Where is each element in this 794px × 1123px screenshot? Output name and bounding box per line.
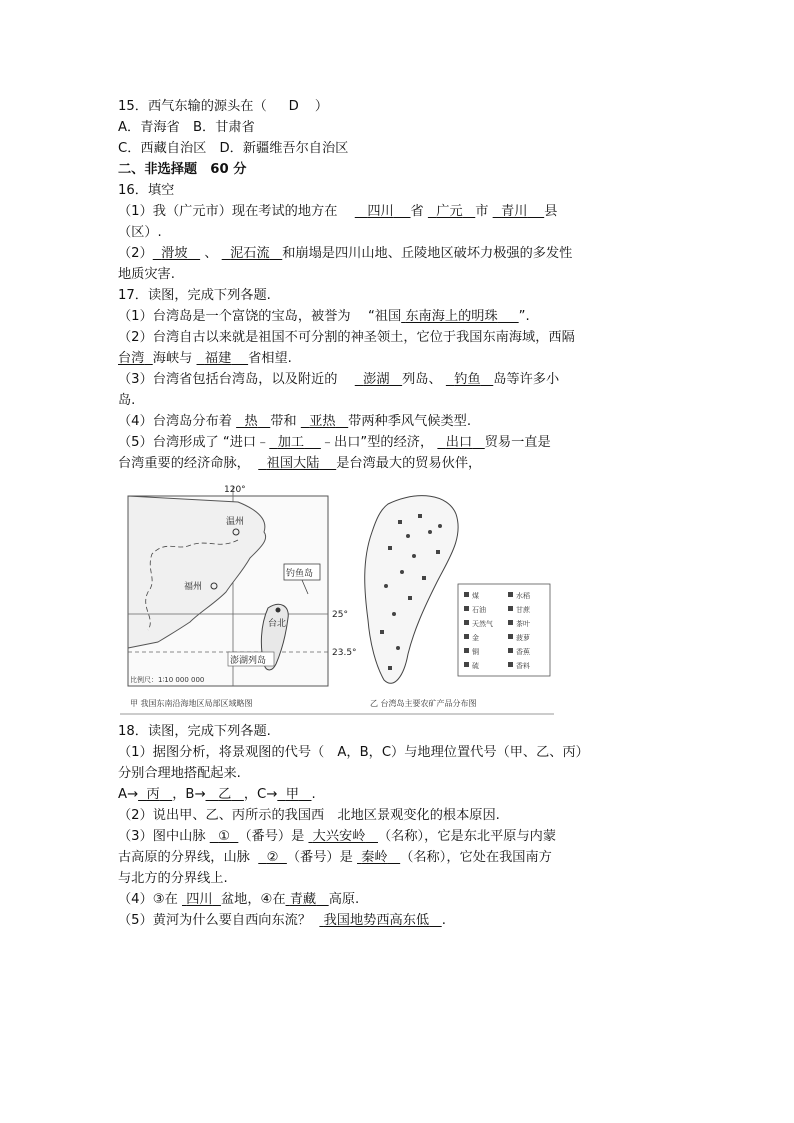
legend-label: 天然气 — [472, 620, 493, 628]
q18-line-5: （3）图中山脉 ① （番号）是 大兴安岭 （名称），它是东北平原与内蒙 — [118, 829, 557, 844]
left-caption: 甲 我国东南沿海地区局部区域略图 — [130, 699, 253, 708]
q18-line-1: （1）据图分析，将景观图的代号（ A，B，C）与地理位置代号（甲、乙、丙） — [118, 745, 589, 760]
right-caption: 乙 台湾岛主要农矿产品分布图 — [370, 699, 477, 708]
legend-symbol — [464, 648, 469, 653]
blank: ② — [266, 850, 279, 865]
legend-label: 香料 — [516, 662, 530, 670]
island2-label: 澎湖列岛 — [230, 656, 267, 666]
city-taipei-marker — [276, 608, 281, 613]
blank: 出口 — [445, 435, 473, 450]
q17-line-4: （4）台湾岛分布着 热 带和 亚热 带两种季风气候类型. — [118, 414, 472, 429]
q17-line-2: （2）台湾自古以来就是祖国不可分割的神圣领土，它位于我国东南海域，西隔 — [118, 330, 575, 345]
legend-symbol — [508, 634, 513, 639]
legend-label: 茶叶 — [516, 620, 530, 628]
legend-symbol — [508, 662, 513, 667]
city2-label: 福州 — [184, 582, 203, 592]
q18-line-8: （4）③在 四川 盆地，④在 青藏 高原. — [118, 892, 360, 907]
blank: 泥石流 — [230, 246, 270, 261]
blank: 四川 — [186, 892, 213, 907]
blank: 加工 — [277, 435, 305, 450]
legend-symbol — [508, 648, 513, 653]
map-figure-svg — [118, 480, 556, 720]
legend-symbol — [464, 592, 469, 597]
blank: 我国地势西高东低 — [323, 913, 430, 928]
legend-label: 香蕉 — [516, 648, 530, 656]
legend-symbol — [508, 620, 513, 625]
q17-line-3b: 岛. — [118, 393, 136, 408]
q15-stem: 15．西气东输的源头在（ D ） — [118, 99, 328, 114]
scale-label: 比例尺：1∶10 000 000 — [130, 676, 205, 684]
q17-line-1: （1）台湾岛是一个富饶的宝岛，被誉为 “祖国 东南海上的明珠 ”. — [118, 309, 530, 324]
legend-symbol — [508, 606, 513, 611]
legend-label: 铜 — [472, 648, 479, 656]
blank: ① — [218, 829, 230, 844]
island1-label: 钓鱼岛 — [286, 569, 314, 579]
blank: 台湾 — [118, 351, 145, 366]
q18-line-7: 与北方的分界线上. — [118, 871, 228, 886]
legend-label: 石油 — [472, 606, 486, 614]
lat1-label: 25° — [332, 610, 348, 620]
blank: 东南海上的明珠 — [405, 309, 498, 324]
q17-line-6: 台湾重要的经济命脉， 祖国大陆 是台湾最大的贸易伙伴， — [118, 456, 482, 471]
legend-label: 硫 — [472, 662, 479, 670]
legend-label: 水稻 — [516, 592, 530, 600]
legend-symbol — [464, 662, 469, 667]
q15-options-cd: C．西藏自治区 D．新疆维吾尔自治区 — [118, 141, 349, 156]
blank: 钓鱼 — [454, 372, 481, 387]
blank: 乙 — [218, 787, 232, 802]
blank: 亚热 — [309, 414, 336, 429]
blank: 滑坡 — [161, 246, 188, 261]
q17-line-5: （5）台湾形成了 “进口﹣ 加工 ﹣出口”型的经济， 出口 贸易一直是 — [118, 435, 551, 450]
lon-label: 120° — [224, 485, 246, 495]
section-title: 二、非选择题 60 分 — [118, 162, 247, 177]
blank: 丙 — [146, 787, 160, 802]
blank: 祖国大陆 — [266, 456, 320, 471]
blank: 青川 — [501, 204, 528, 219]
legend-symbol — [464, 634, 469, 639]
q18-line-2: 分别合理地搭配起来. — [118, 766, 241, 781]
blank: 福建 — [204, 351, 232, 366]
lat2-label: 23.5° — [332, 648, 357, 658]
legend-symbol — [464, 620, 469, 625]
blank: 甲 — [285, 787, 299, 802]
q16-line-1: （1）我（广元市）现在考试的地方在 四川 省 广元 市 青川 县 — [118, 204, 558, 219]
blank: 热 — [244, 414, 258, 429]
q17-line-2b: 台湾 海峡与 福建 省相望. — [118, 351, 292, 366]
q17-head: 17．读图，完成下列各题. — [118, 288, 271, 303]
q16-line-1b: （区）. — [118, 225, 162, 240]
blank: 大兴安岭 — [312, 829, 366, 844]
q18-line-6: 古高原的分界线，山脉 ② （番号）是 秦岭 （名称），它处在我国南方 — [118, 850, 552, 865]
legend-symbol — [464, 606, 469, 611]
city1-label: 温州 — [226, 517, 245, 527]
blank: 秦岭 — [361, 850, 388, 865]
legend-label: 甘蔗 — [516, 606, 530, 614]
blank: 澎湖 — [363, 372, 390, 387]
q18-head: 18．读图，完成下列各题. — [118, 724, 271, 739]
q16-line-2: （2） 滑坡 、 泥石流 和崩塌是四川山地、丘陵地区破坏力极强的多发性 — [118, 246, 573, 261]
city3-label: 台北 — [268, 619, 287, 629]
q15-answer: D — [288, 99, 299, 114]
legend-symbol — [508, 592, 513, 597]
q18-line-9: （5）黄河为什么要自西向东流？ 我国地势西高东低 . — [118, 913, 446, 928]
legend-label: 金 — [472, 634, 479, 642]
legend-label: 煤 — [472, 592, 479, 600]
taiwan-product-map — [365, 496, 458, 684]
q16-head: 16．填空 — [118, 183, 175, 198]
q18-line-3: A→ 丙 ，B→ 乙 ，C→ 甲 . — [118, 787, 316, 802]
map-figure — [118, 480, 556, 720]
blank: 广元 — [436, 204, 463, 219]
q15-options-ab: A．青海省 B．甘肃省 — [118, 120, 255, 135]
q16-line-2b: 地质灾害. — [118, 267, 175, 282]
blank: 青藏 — [289, 892, 317, 907]
blank: 四川 — [367, 204, 394, 219]
q17-line-3: （3）台湾省包括台湾岛，以及附近的 澎湖 列岛、 钓鱼 岛等许多小 — [118, 372, 560, 387]
q18-line-4: （2）说出甲、乙、丙所示的我国西 北地区景观变化的根本原因. — [118, 808, 500, 823]
legend-label: 菠萝 — [516, 634, 530, 642]
